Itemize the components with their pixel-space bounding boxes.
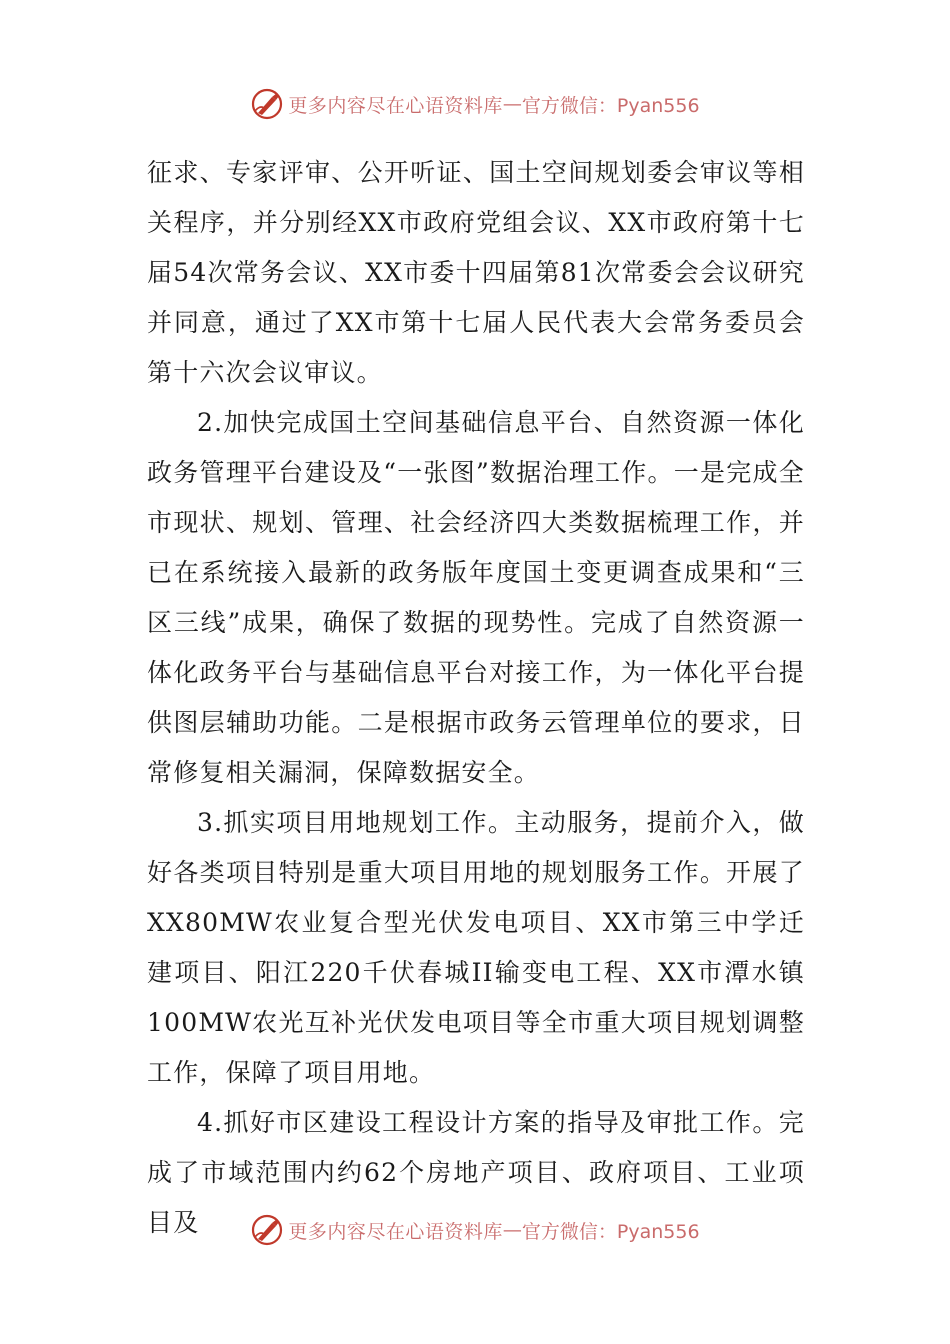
footer-wechat: 官方微信：Pyan556 [521, 1220, 700, 1243]
header-dash: — [502, 93, 522, 115]
header-watermark-banner [0, 84, 950, 124]
footer-dash: — [502, 1219, 522, 1241]
paragraph-item-4: 4.抓好市区建设工程设计方案的指导及审批工作。完成了市域范围内约62个房地产项目、政府项目、工业项目及 [147, 1108, 805, 1237]
header-wechat: 官方微信：Pyan556 [521, 94, 700, 117]
pen-nib-logo-icon [250, 87, 284, 121]
paragraph-continued: 征求、专家评审、公开听证、国土空间规划委会审议等相关程序，并分别经XX市政府党组会议、XX市政府第十七届54次常务会议、XX市委十四届第81次常委会会议研究并同意，通过了XX市第十七届人民代表大会常务委员会第十六次会议审议。 [147, 158, 805, 387]
footer-watermark-banner [0, 1210, 950, 1250]
footer-slogan: 更多内容尽在心语资料库 [288, 1220, 503, 1243]
paragraph-item-2: 2.加快完成国土空间基础信息平台、自然资源一体化政务管理平台建设及“一张图”数据治理工作。一是完成全市现状、规划、管理、社会经济四大类数据梳理工作，并已在系统接入最新的政务版年度国土变更调查成果和“三区三线”成果，确保了数据的现势性。完成了自然资源一体化政务平台与基础信息平台对接工作，为一体化平台提供图层辅助功能。二是根据市政务云管理单位的要求，日常修复相关漏洞，保障数据安全。 [147, 408, 805, 787]
pen-nib-logo-icon [250, 1213, 284, 1247]
paragraph-item-3: 3.抓实项目用地规划工作。主动服务，提前介入，做好各类项目特别是重大项目用地的规划服务工作。开展了XX80MW农业复合型光伏发电项目、XX市第三中学迁建项目、阳江220千伏春城II输变电工程、XX市潭水镇100MW农光互补光伏发电项目等全市重大项目规划调整工作，保障了项目用地。 [147, 808, 805, 1087]
header-slogan: 更多内容尽在心语资料库 [288, 94, 503, 117]
document-body [147, 148, 805, 1248]
